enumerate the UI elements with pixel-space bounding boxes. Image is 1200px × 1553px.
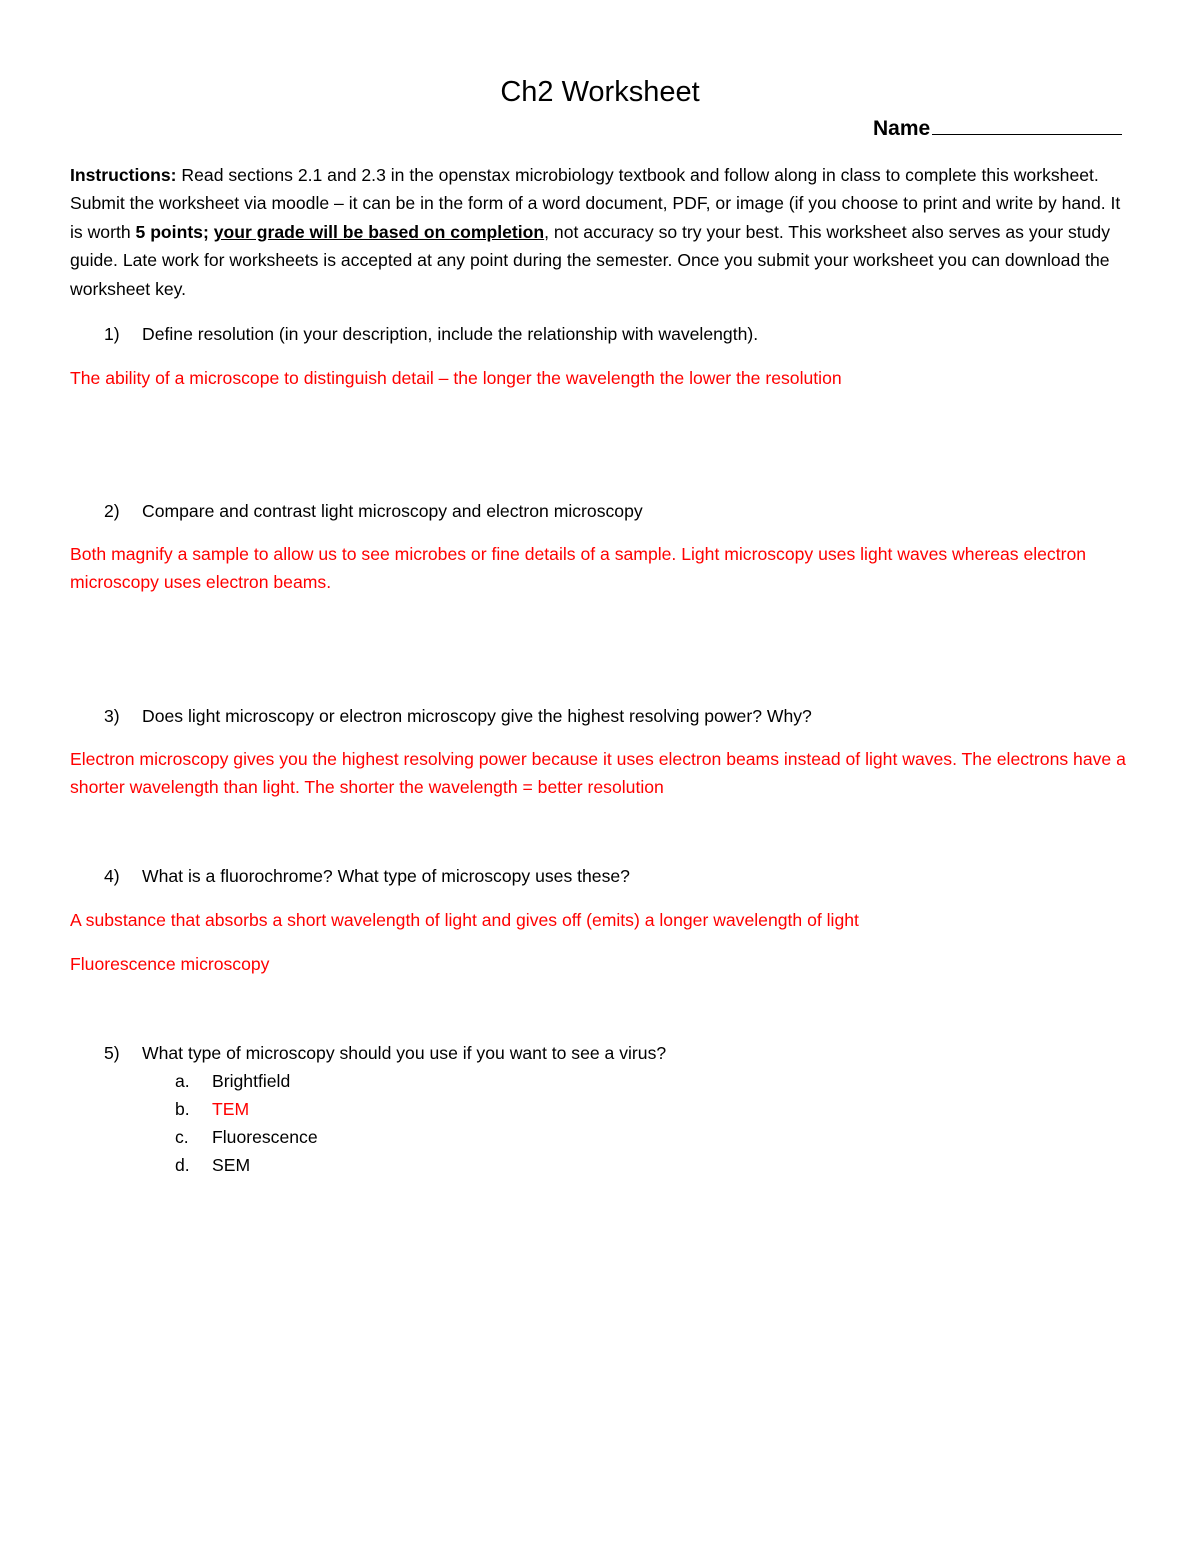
instructions-text-part3: , not accuracy so try your best. This worksheet also serves as your study guide. Late work for worksheets is accepted at any point during the semester. Once you submit your worksheet you can download the worksheet key.	[70, 221, 1110, 299]
question-5	[104, 1039, 1134, 1067]
question-number: 5)	[104, 1043, 120, 1063]
question-1	[104, 320, 1134, 348]
option-text: Brightfield	[212, 1071, 291, 1091]
option-c	[175, 1123, 318, 1151]
answer-4b: Fluorescence microscopy	[70, 954, 270, 974]
option-text: Fluorescence	[212, 1127, 318, 1147]
option-letter: a.	[175, 1071, 190, 1091]
question-number: 2)	[104, 501, 120, 521]
question-text: Define resolution (in your description, include the relationship with wavelength).	[142, 324, 759, 344]
question-3	[104, 702, 1134, 730]
instructions-grade-note: your grade will be based on completion	[213, 221, 545, 242]
name-label: Name	[873, 117, 931, 140]
instructions-label: Instructions:	[70, 165, 177, 185]
name-field[interactable]	[873, 114, 1122, 143]
question-number: 3)	[104, 706, 120, 726]
page-title: Ch2 Worksheet	[500, 76, 700, 108]
option-text: TEM	[212, 1099, 250, 1119]
answer-2: Both magnify a sample to allow us to see microbes or fine details of a sample. Light microscopy uses light waves whereas electron microscopy uses electron beams.	[70, 544, 1087, 593]
option-letter: d.	[175, 1155, 190, 1175]
option-b-correct	[175, 1095, 249, 1123]
option-a	[175, 1067, 290, 1095]
option-letter: b.	[175, 1099, 190, 1119]
answer-3: Electron microscopy gives you the highest resolving power because it uses electron beams instead of light waves. The electrons have a shorter wavelength than light. The shorter the wavelength = better resolution	[70, 749, 1126, 798]
option-letter: c.	[175, 1127, 189, 1147]
name-blank-line[interactable]	[932, 114, 1122, 135]
question-text: Compare and contrast light microscopy and electron microscopy	[142, 501, 643, 521]
question-2	[104, 497, 1134, 525]
instructions-text-part1: Read sections 2.1 and 2.3 in the openstax microbiology textbook and follow along in class to complete this worksheet. Submit the worksheet via moodle – it can be in the form of a word document, PDF, or image (if you choose to print and write by hand. It is worth	[70, 165, 1121, 242]
question-text: What is a fluorochrome? What type of microscopy uses these?	[142, 866, 630, 886]
instructions-paragraph	[70, 161, 1132, 303]
question-text: Does light microscopy or electron microscopy give the highest resolving power? Why?	[142, 706, 812, 726]
option-d	[175, 1151, 250, 1179]
question-text: What type of microscopy should you use if you want to see a virus?	[142, 1043, 667, 1063]
answer-1: The ability of a microscope to distinguish detail – the longer the wavelength the lower the resolution	[70, 368, 842, 388]
option-text: SEM	[212, 1155, 251, 1175]
instructions-points: 5 points;	[135, 221, 209, 242]
answer-4a: A substance that absorbs a short wavelength of light and gives off (emits) a longer wavelength of light	[70, 910, 859, 930]
question-number: 4)	[104, 866, 120, 886]
question-number: 1)	[104, 324, 120, 344]
question-4	[104, 862, 1134, 890]
